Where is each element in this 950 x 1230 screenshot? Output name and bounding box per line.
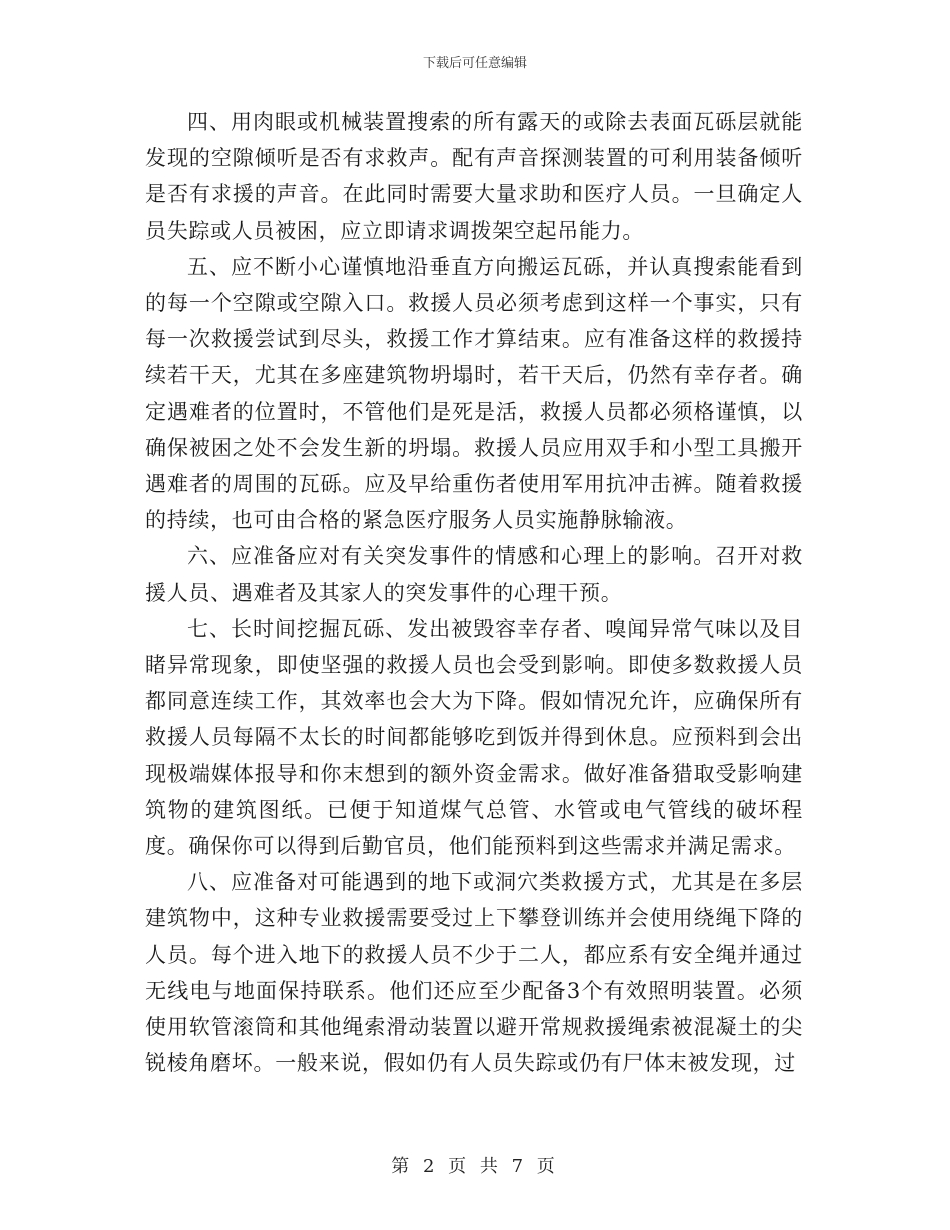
paragraph-7: 七、长时间挖掘瓦砾、发出被毁容幸存者、嗅闻异常气味以及目睹异常现象，即使坚强的救援人员也会受到影响。即使多数救援人员都同意连续工作，其效率也会大为下降。假如情况允许，应确保所有救援人员每隔不太长的时间都能够吃到饭并得到休息。应预料到会出现极端媒体报导和你末想到的额外资金需求。做好准备猎取受影响建筑物的建筑图纸。已便于知道煤气总管、水管或电气管线的破坏程度。确保你可以得到后勤官员，他们能预料到这些需求并满足需求。 [145,616,803,859]
paragraph-4: 四、用肉眼或机械装置搜索的所有露天的或除去表面瓦砾层就能发现的空隙倾听是否有求救声。配有声音探测装置的可利用装备倾听是否有求援的声音。在此同时需要大量求助和医疗人员。一旦确定人员失踪或人员被困，应立即请求调拨架空起吊能力。 [145,110,803,243]
page-header: 下载后可任意编辑 [422,56,527,71]
paragraph-5: 五、应不断小心谨慎地沿垂直方向搬运瓦砾，并认真搜索能看到的每一个空隙或空隙入口。救援人员必须考虑到这样一个事实，只有每一次救援尝试到尽头，救援工作才算结束。应有准备这样的救援持续若干天，尤其在多座建筑物坍塌时，若干天后，仍然有幸存者。确定遇难者的位置时，不管他们是死是活，救援人员都必须格谨慎，以确保被困之处不会发生新的坍塌。救援人员应用双手和小型工具搬开遇难者的周围的瓦砾。应及早给重伤者使用军用抗冲击裤。随着救援的持续，也可由合格的紧急医疗服务人员实施静脉输液。 [145,254,803,533]
paragraph-8: 八、应准备对可能遇到的地下或洞穴类救援方式，尤其是在多层建筑物中，这种专业救援需要受过上下攀登训练并会使用绕绳下降的人员。每个进入地下的救援人员不少于二人，都应系有安全绳并通过无线电与地面保持联系。他们还应至少配备3个有效照明装置。必须使用软管滚筒和其他绳索滑动装置以避开常规救援绳索被混凝土的尖锐棱角磨坏。一般来说，假如仍有人员失踪或仍有尸体末被发现，过 [145,870,803,1076]
document-body [145,104,803,1081]
page-number: 第 2 页 共 7 页 [391,1156,559,1177]
paragraph-6: 六、应准备应对有关突发事件的情感和心理上的影响。召开对救援人员、遇难者及其家人的突发事件的心理干预。 [145,544,803,605]
